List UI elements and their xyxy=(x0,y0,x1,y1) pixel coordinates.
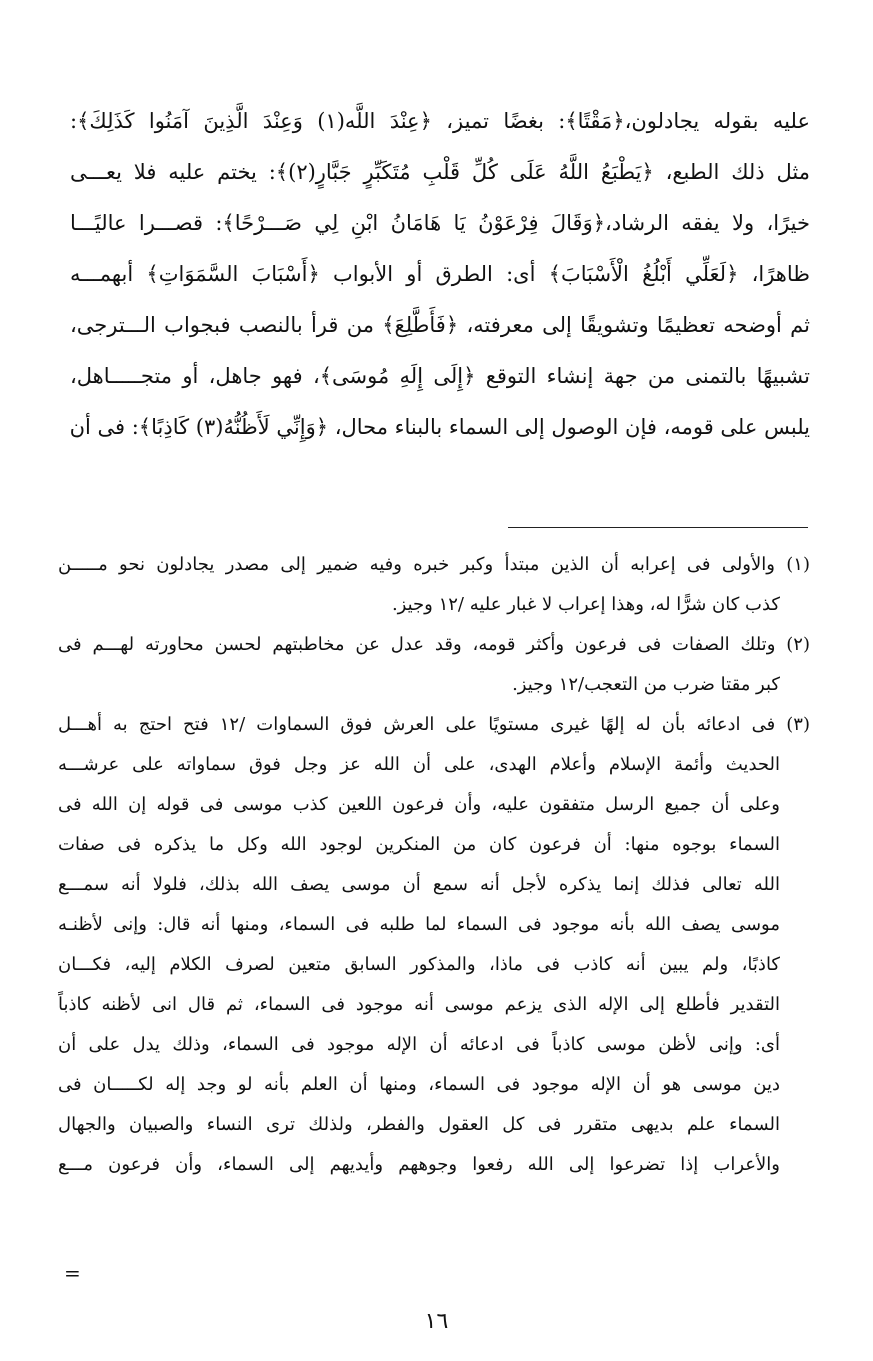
footnotes xyxy=(58,545,810,1185)
footnote-3-line-2: الحديث وأئمة الإسلام وأعلام الهدى، على أن الله عز وجل فوق سماواته على عرشـــه xyxy=(58,754,780,775)
footnote-3-line-5: الله تعالى فذلك إنما يذكره لأجل أنه سمع أن موسى يصف الله بذلك، فلولا أنه سمـــع xyxy=(58,874,780,895)
body-line-5: ثم أوضحه تعظيمًا وتشويقًا إلى معرفته، ﴿فَأَطَّلِعَ﴾ من قرأ بالنصب فبجواب الـــترجى، xyxy=(70,313,810,337)
footnote-2-line-2: كبر مقتا ضرب من التعجب/١٢ وجيز. xyxy=(512,674,780,695)
footnote-1 xyxy=(58,545,810,625)
footnote-3-line-1: (٣) فى ادعائه بأن له إلهًا غيرى مستويًا على العرش فوق السماوات /١٢ فتح احتج به أهـــل xyxy=(58,714,810,735)
footnote-1-line-1: (١) والأولى فى إعرابه أن الذين مبتدأ وكبر خبره وفيه ضمير إلى مصدر يجادلون نحو مـــــن xyxy=(58,554,810,575)
footnote-3 xyxy=(58,705,810,1185)
body-line-4: ظاهرًا، ﴿لَعَلِّي أَبْلُغُ الْأَسْبَابَ﴾ أى: الطرق أو الأبواب ﴿أَسْبَابَ السَّمَوَاتِ﴾ أبهمـــه xyxy=(70,262,810,286)
footnote-3-line-4: السماء بوجوه منها: أن فرعون كان من المنكرين لوجود الله وكل ما يذكره فى صفات xyxy=(58,834,780,855)
body-line-3: خيرًا، ولا يفقه الرشاد،﴿وَقَالَ فِرْعَوْنُ يَا هَامَانُ ابْنِ لِي صَـــرْحًا﴾: قصـــرا عاليًـــا xyxy=(70,211,810,235)
footnote-separator xyxy=(508,527,808,528)
continuation-mark: = xyxy=(64,1261,81,1285)
footnote-1-line-2: كذب كان شرًّا له، وهذا إعراب لا غبار عليه /١٢ وجيز. xyxy=(391,594,780,615)
body-line-2: مثل ذلك الطبع، ﴿يَطْبَعُ اللَّهُ عَلَى كُلِّ قَلْبِ مُتَكَبِّرٍ جَبَّارٍ(٢)﴾: يختم عليه فلا يعـــى xyxy=(70,160,810,184)
body-line-7: يلبس على قومه، فإن الوصول إلى السماء بالبناء محال، ﴿وَإِنِّي لَأَظُنُّهُ(٣) كَاذِبًا﴾: فى أن xyxy=(70,415,810,439)
footnote-3-line-9: أى: وإنى لأظن موسى كاذباً فى ادعائه أن الإله موجود فى السماء، وذلك يدل على أن xyxy=(58,1034,780,1055)
footnote-2 xyxy=(58,625,810,705)
page-number: ١٦ xyxy=(424,1309,449,1334)
body-line-6: تشبيهًا بالتمنى من جهة إنشاء التوقع ﴿إِلَى إِلَهِ مُوسَى﴾، فهو جاهل، أو متجـــــاهل، xyxy=(70,364,810,388)
main-text xyxy=(70,96,810,453)
footnote-3-line-12: والأعراب إذا تضرعوا إلى الله رفعوا وجوههم وأيديهم إلى السماء، وأن فرعون مـــع xyxy=(58,1154,780,1175)
footnote-3-line-6: موسى يصف الله بأنه موجود فى السماء لما طلبه فى السماء، ومنها أنه قال: وإنى لأظنـه xyxy=(58,914,780,935)
footnote-3-line-11: السماء علم بديهى متقرر فى كل العقول والفطر، ولذلك ترى النساء والصبيان والجهال xyxy=(58,1114,780,1135)
footnote-3-line-10: دين موسى هو أن الإله موجود فى السماء، ومنها أن العلم بأنه لو وجد إله لكـــــان فى xyxy=(58,1074,780,1095)
body-line-1: عليه بقوله يجادلون،﴿مَقْتًا﴾: بغضًا تميز، ﴿عِنْدَ اللَّه(١) وَعِنْدَ الَّذِينَ آمَنُوا كَذَلِكَ﴾: xyxy=(70,109,810,133)
footnote-2-line-1: (٢) وتلك الصفات فى فرعون وأكثر قومه، وقد عدل عن مخاطبتهم لحسن محاورته لهـــم فى xyxy=(58,634,810,655)
footnote-3-line-3: وعلى أن جميع الرسل متفقون عليه، وأن فرعون اللعين كذب موسى فى قوله إن الله فى xyxy=(58,794,781,815)
footnote-3-line-8: التقدير فأطلع إلى الإله الذى يزعم موسى أنه موجود فى السماء، ثم قال انى لأظنه كاذباً xyxy=(58,994,780,1015)
footnote-3-line-7: كاذبًا، ولم يبين أنه كاذب فى ماذا، والمذكور السابق متعين لصرف الكلام إليه، فكـــان xyxy=(58,954,780,975)
